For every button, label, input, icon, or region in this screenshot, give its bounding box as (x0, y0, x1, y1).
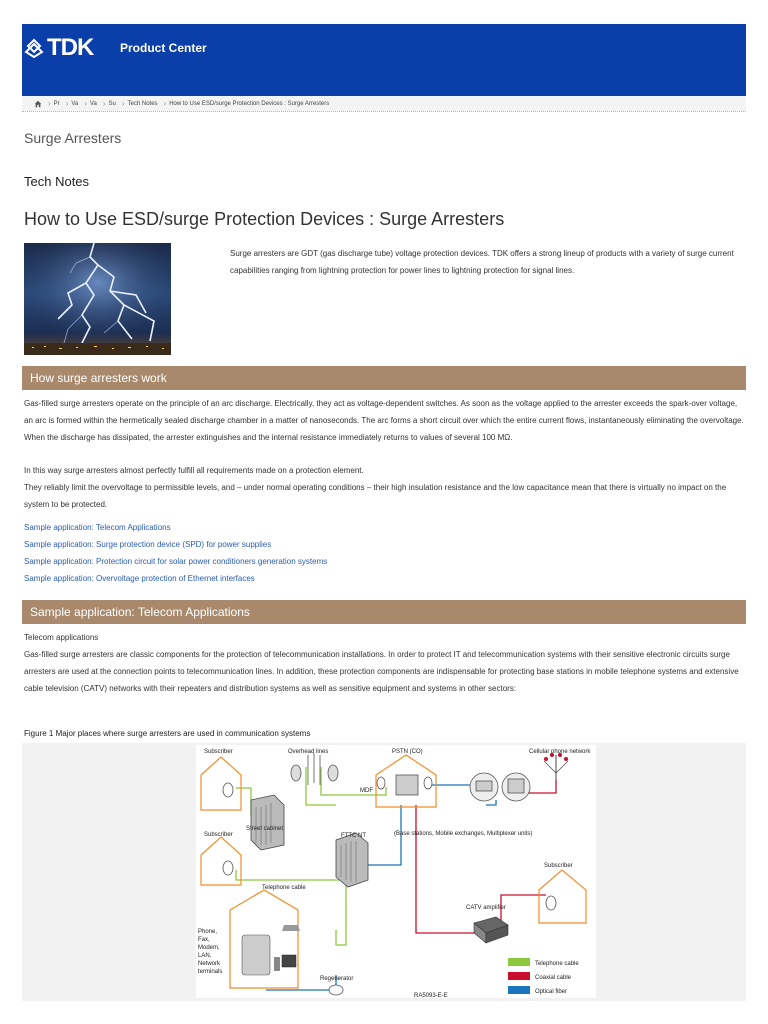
legend-swatch-optical (508, 986, 530, 994)
label-figure-code: RA5093-E-E (414, 993, 448, 998)
label-fttc-nt: FTTC NT (341, 833, 366, 839)
label-mdf: MDF (360, 788, 373, 794)
link-telecom-applications[interactable]: Sample application: Telecom Applications (24, 523, 171, 532)
label-base-stations: (Base stations, Mobile exchanges, Multiplexer units) (394, 831, 533, 837)
mdf-icon (396, 775, 418, 795)
breadcrumb-item[interactable]: Va (71, 100, 79, 107)
label-cellular: Cellular phone network (529, 749, 591, 755)
page-title: How to Use ESD/surge Protection Devices : Surge Arresters (24, 209, 505, 229)
chevron-right-icon: › (121, 99, 125, 108)
label-device: Phone, (198, 929, 218, 935)
subheading: Telecom applications (24, 633, 99, 642)
legend-swatch-coaxial (508, 972, 530, 980)
site-header (0, 0, 768, 96)
intro-text: Surge arresters are GDT (gas discharge tube) voltage protection devices. TDK offers a strong lineup of products with a variety of surge current capabilities ranging from lightning protection for power lines to lightning protection for signal lines. (230, 249, 734, 275)
label-device: terminals (198, 969, 223, 975)
label-street-cabinet: Street cabinet (246, 826, 284, 832)
label-device: Network (198, 961, 221, 967)
surge-arrester-icon (223, 783, 233, 797)
link-solar-power-conditioners[interactable]: Sample application: Protection circuit for solar power conditioners generation systems (24, 557, 328, 566)
legend-label: Optical fiber (535, 989, 568, 995)
label-subscriber: Subscriber (204, 749, 233, 755)
breadcrumb-item-tech-notes[interactable]: Tech Notes (127, 100, 158, 107)
base-station-units-icon (470, 773, 530, 801)
communication-systems-diagram (196, 745, 596, 998)
catv-amplifier-icon (474, 917, 508, 943)
header-band (22, 24, 746, 96)
home-devices-icon (242, 925, 300, 975)
label-subscriber: Subscriber (204, 832, 233, 838)
logo-text: TDK (47, 34, 94, 61)
chevron-right-icon: › (163, 99, 167, 108)
surge-arrester-icon (223, 861, 233, 875)
label-subscriber: Subscriber (544, 863, 573, 869)
surge-arrester-icon (424, 777, 432, 789)
telephone-cable-line (236, 865, 346, 880)
legend-swatch-telephone (508, 958, 530, 966)
subscriber-house-1 (201, 757, 241, 810)
paragraph: Gas-filled surge arresters are classic components for the protection of telecommunication installations. In order to protect IT and telecommunication systems with their sensitive electronic circuits surge arresters are used at the connection points to telecommunication lines. In addition, these protection components are indispensable for protecting base stations in mobile telephone systems and extensive cable television (CATV) networks with their repeaters and distribution systems as well as sensitive equipment and systems in other sectors: (24, 650, 739, 693)
regenerator-icon (329, 985, 343, 995)
product-center-link[interactable]: Product Center (120, 41, 207, 55)
section-heading: Tech Notes (24, 174, 90, 189)
sample-application-links (24, 519, 327, 587)
figure-diagram (196, 745, 596, 998)
subscriber-house-3 (539, 870, 586, 923)
chevron-right-icon: › (84, 99, 87, 108)
label-device: Modem, (198, 945, 220, 951)
label-regenerator: Regenerator (320, 976, 354, 982)
label-catv-amplifier: CATV amplifier (466, 905, 506, 911)
label-device: Fax, (198, 937, 210, 943)
chevron-right-icon: › (102, 99, 106, 108)
coaxial-cable-line (416, 805, 546, 933)
paragraph: They reliably limit the overvoltage to permissible levels, and – under normal operating conditions – their high insulation resistance and the low capacitance mean that there is virtually no impact on the system to be protected. (24, 483, 727, 509)
cellular-antenna-icon (544, 753, 568, 780)
breadcrumb-item[interactable]: Su (108, 100, 116, 107)
breadcrumb-home[interactable] (34, 100, 42, 108)
label-overhead-lines: Overhead lines (288, 749, 329, 755)
subscriber-house-2 (201, 837, 241, 885)
chevron-right-icon: › (48, 99, 51, 108)
fttc-nt-icon (336, 833, 368, 887)
surge-arrester-icon (546, 896, 556, 910)
telephone-cable-line (236, 788, 251, 815)
street-cabinet-icon (251, 795, 284, 850)
lightning-bolt-icon (24, 243, 171, 355)
paragraph: In this way surge arresters almost perfectly fulfill all requirements made on a protection element. (24, 466, 364, 475)
legend-label: Coaxial cable (535, 975, 572, 981)
figure-caption: Figure 1 Major places where surge arresters are used in communication systems (24, 729, 311, 738)
breadcrumb (22, 96, 746, 112)
link-ethernet-interfaces[interactable]: Sample application: Overvoltage protection of Ethernet interfaces (24, 574, 255, 583)
tdk-logo[interactable] (24, 34, 93, 62)
tdk-logo-mark-icon (24, 38, 44, 58)
label-telephone-cable: Telephone cable (262, 885, 306, 891)
home-icon (34, 100, 42, 108)
figure-legend (508, 958, 579, 995)
label-pstn: PSTN (CO) (392, 749, 423, 755)
legend-label: Telephone cable (535, 961, 579, 967)
breadcrumb-item[interactable]: Va (89, 100, 97, 107)
breadcrumb-current: How to Use ESD/surge Protection Devices : Surge Arresters (169, 100, 330, 107)
chevron-right-icon: › (65, 99, 69, 108)
category-heading: Surge Arresters (24, 130, 122, 146)
section-header-how-it-works: How surge arresters work (22, 366, 746, 390)
label-device: LAN, (198, 953, 212, 959)
link-spd-power-supplies[interactable]: Sample application: Surge protection device (SPD) for power supplies (24, 540, 272, 549)
section-header-telecom: Sample application: Telecom Applications (22, 600, 746, 624)
paragraph: Gas-filled surge arresters operate on the principle of an arc discharge. Electrically, they act as voltage-dependent switches. As soon as the voltage applied to the arrester exceeds the spark-over voltage, an arc is formed within the hermetically sealed discharge chamber in a matter of nanoseconds. The arc forms a short circuit over which the entire current flows, instantaneously eliminating the overvoltage. When the discharge has dissipated, the arrester extinguishes and the internal resistance immediately returns to values of several 100 MΩ. (24, 399, 744, 442)
surge-arrester-icon (377, 777, 385, 789)
overhead-lines-icon (291, 753, 338, 785)
breadcrumb-item[interactable]: Pr (53, 100, 60, 107)
lightning-image (24, 243, 171, 355)
